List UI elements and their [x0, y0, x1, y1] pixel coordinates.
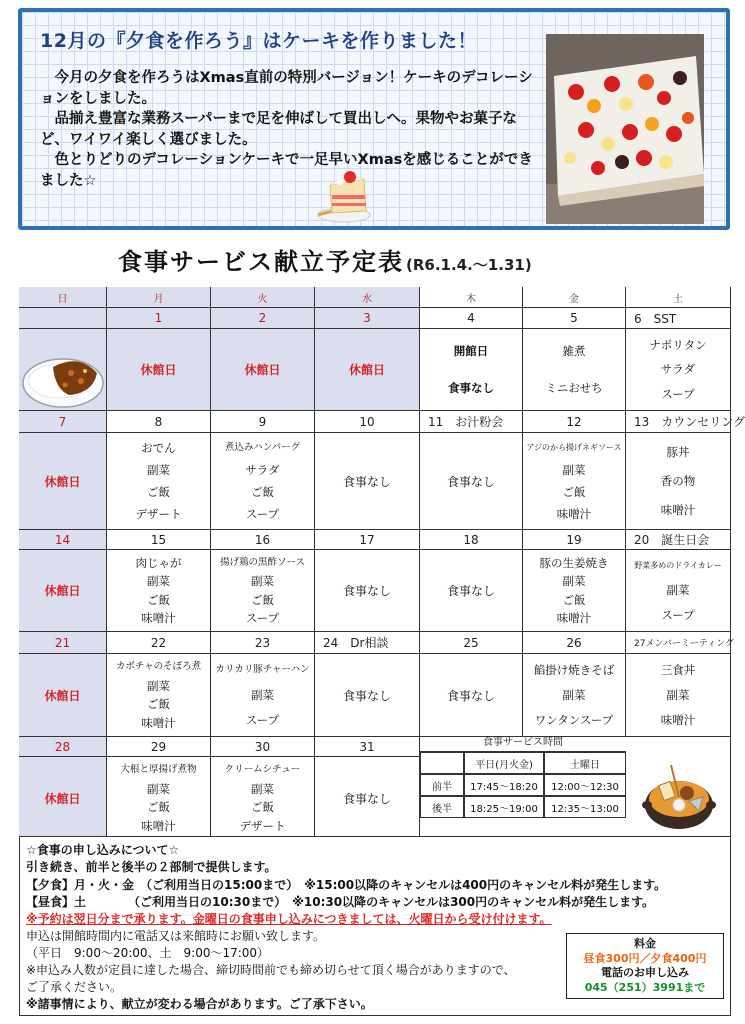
date-cell: 8: [107, 411, 211, 433]
date-cell: 30: [211, 737, 315, 757]
menu-item: ご飯: [147, 800, 170, 815]
date-cell: 4: [420, 308, 523, 329]
menu-item: 味噌汁: [660, 503, 696, 518]
menu-item: ワンタンスープ: [534, 712, 614, 727]
date-cell: 6 SST: [626, 308, 731, 329]
date-cell: 23: [211, 632, 315, 654]
menu-cell: [315, 329, 420, 411]
menu-item: 香の物: [660, 473, 696, 488]
date-cell: 2: [211, 308, 315, 329]
closed-label: 休館日: [44, 474, 81, 489]
service-times-value: 17:45～18:20: [464, 774, 544, 796]
menu-cell: [420, 550, 523, 632]
menu-cell: [420, 654, 523, 737]
oden-pot-icon: [631, 753, 727, 837]
notice-line: ※諸事情により、献立が変わる場合があります。ご了承下さい。: [26, 997, 373, 1011]
menu-item: 食事なし: [446, 688, 495, 703]
menu-item: 食事なし: [342, 688, 391, 703]
notice-line: ※申込み人数が定員に達した場合、締切時間前でも締め切らせて頂く場合がありますので、: [26, 963, 516, 977]
date-cell: 17: [315, 530, 420, 550]
date-cell: 13 カウンセリング: [626, 411, 731, 433]
menu-item: ご飯: [147, 592, 170, 607]
menu-item: ご飯: [251, 592, 274, 607]
menu-cell: [211, 433, 315, 530]
date-cell: 29: [107, 737, 211, 757]
menu-cell: [523, 654, 626, 737]
weekday-header: 土: [626, 287, 731, 308]
service-times-value: 12:00～12:30: [544, 774, 626, 796]
date-cell: 11 お汁粉会: [420, 411, 523, 433]
menu-item: 副菜: [666, 687, 690, 702]
menu-cell: [211, 757, 315, 840]
menu-item: ご飯: [251, 485, 274, 499]
menu-item: 副菜: [251, 687, 274, 702]
notice-heading: ☆食事の申し込みについて☆: [26, 843, 180, 857]
menu-item: ご飯: [562, 592, 586, 607]
closed-label: 休館日: [44, 688, 81, 703]
menu-cell: [19, 550, 107, 632]
service-times-label: 前半: [420, 774, 464, 796]
notice-line: 引き続き、前半と後半の２部制で提供します。: [26, 860, 277, 874]
date-cell: [19, 308, 107, 329]
menu-item: おでん: [141, 441, 176, 455]
menu-item: デザート: [135, 507, 182, 521]
menu-item: 副菜: [147, 781, 170, 796]
menu-item: ミニおせち: [545, 380, 603, 395]
weekday-header: 金: [523, 287, 626, 308]
menu-cell: [626, 654, 731, 737]
date-cell: 16: [211, 530, 315, 550]
date-cell: 20 誕生日会: [626, 530, 731, 550]
date-cell: 21: [19, 632, 107, 654]
cake-photo: [546, 34, 704, 224]
weekday-header: 水: [315, 287, 420, 308]
menu-cell: [626, 433, 731, 530]
announcement-box: [18, 8, 730, 230]
menu-item: 豚の生姜焼き: [539, 556, 609, 571]
menu-cell: [315, 654, 420, 737]
date-cell: 15: [107, 530, 211, 550]
menu-item: 食事なし: [448, 380, 494, 395]
weekday-header: 木: [420, 287, 523, 308]
menu-cell: [19, 654, 107, 737]
date-cell: 5: [523, 308, 626, 329]
menu-cell: [107, 433, 211, 530]
menu-item: アジのから揚げネギソース: [526, 443, 622, 452]
notice-reservation-line: ※予約は翌日分まで承ります。金曜日の食事申し込みにつきましては、火曜日から受け付けます。: [26, 912, 552, 926]
menu-cell: [523, 329, 626, 411]
announcement-body: [40, 68, 540, 191]
weekday-header: 月: [107, 287, 211, 308]
menu-item: 開館日: [453, 344, 489, 359]
menu-cell: [211, 329, 315, 411]
menu-item: 味噌汁: [556, 507, 592, 521]
date-cell: 9: [211, 411, 315, 433]
menu-heading: [118, 242, 532, 277]
menu-cell: [211, 654, 315, 737]
menu-item: 三食丼: [660, 663, 696, 678]
menu-item: スープ: [245, 610, 280, 625]
menu-item: サラダ: [660, 362, 696, 377]
menu-item: 味噌汁: [556, 610, 592, 625]
menu-item: 餡掛け焼きそば: [533, 663, 615, 678]
curry-rice-cell: [19, 329, 107, 411]
menu-item: 豚丼: [666, 444, 690, 459]
menu-cell: [211, 550, 315, 632]
service-times-label: 後半: [420, 796, 464, 818]
announcement-paragraph: 今月の夕食を作ろうはXmas直前の特別バージョン！ケーキのデコレーションをしました。: [40, 70, 533, 107]
date-cell: 26: [523, 632, 626, 654]
price-box-phone: 045（251）3991まで: [584, 980, 706, 994]
notice-line: ご了承ください。: [26, 980, 123, 994]
menu-item: 副菜: [251, 781, 274, 796]
menu-item: スープ: [245, 712, 280, 727]
menu-cell: [420, 329, 523, 411]
date-cell: 3: [315, 308, 420, 329]
notice-box: [19, 836, 731, 1016]
menu-item: 副菜: [147, 463, 170, 477]
price-box-phone-label: 電話のお申し込み: [601, 966, 689, 979]
menu-item: 食事なし: [446, 584, 495, 598]
menu-cell: [107, 654, 211, 737]
weekday-header: 日: [19, 287, 107, 308]
date-cell: 19: [523, 530, 626, 550]
date-cell: 22: [107, 632, 211, 654]
date-cell: 24 Dr相談: [315, 632, 420, 654]
menu-item: 味噌汁: [141, 715, 176, 730]
date-cell: 10: [315, 411, 420, 433]
notice-line: 【夕食】月・火・金 （ご利用当日の15:00まで） ※15:00以降のキャンセルは400円のキャンセル料が発生します。: [26, 878, 667, 892]
menu-item: 煮込みハンバーグ: [224, 442, 301, 453]
service-times-title: 食事サービス時間: [420, 730, 626, 752]
menu-cell: [19, 757, 107, 840]
notice-line: 【昼食】土 （ご利用当日の10:30まで） ※10:30以降のキャンセルは300円のキャンセル料が発生します。: [26, 895, 655, 909]
menu-cell: [420, 433, 523, 530]
menu-cell: [626, 329, 731, 411]
notice-line: 申込は開館時間内に電話又は来館時にお願い致します。: [26, 929, 326, 943]
menu-title: 食事サービス献立予定表: [118, 248, 404, 276]
menu-item: 野菜多めのドライカレー: [634, 561, 722, 571]
curry-rice-icon: [19, 333, 107, 415]
menu-item: 味噌汁: [141, 610, 176, 625]
menu-item: 食事なし: [342, 584, 391, 598]
announcement-title: 12月の『夕食を作ろう』はケーキを作りました！: [40, 30, 477, 52]
closed-label: 休館日: [244, 363, 281, 377]
menu-item: デザート: [239, 818, 286, 833]
menu-item: 副菜: [147, 678, 170, 693]
menu-item: 食事なし: [342, 474, 391, 489]
date-cell: 12: [523, 411, 626, 433]
price-box-price: 昼食300円／夕食400円: [583, 951, 707, 965]
menu-item: 副菜: [562, 687, 586, 702]
announcement-paragraph: 色とりどりのデコレーションケーキで一足早いXmasを感じることができました☆: [40, 152, 533, 189]
notice-line: （平日 9:00～20:00、土 9:00～17:00）: [26, 946, 270, 960]
menu-item: ご飯: [562, 485, 586, 499]
menu-item: サラダ: [245, 463, 280, 477]
price-box-title: 料金: [634, 937, 656, 950]
calendar-edge: [730, 737, 731, 840]
cake-slice-icon: [314, 167, 380, 225]
menu-item: 揚げ鶏の黒酢ソース: [219, 557, 306, 569]
closed-label: 休館日: [140, 363, 177, 377]
menu-item: クリームシチュー: [224, 764, 301, 776]
menu-cell: [315, 433, 420, 530]
menu-item: 副菜: [562, 463, 586, 477]
date-cell: 1: [107, 308, 211, 329]
menu-item: ご飯: [147, 697, 170, 712]
menu-item: カリカリ豚チャーハン: [215, 664, 310, 676]
closed-label: 休館日: [348, 363, 385, 377]
menu-period: (R6.1.4.～1.31): [406, 256, 532, 274]
service-times-corner: [420, 752, 464, 774]
menu-item: 雑煮: [562, 344, 586, 359]
date-cell: 18: [420, 530, 523, 550]
date-cell: 14: [19, 530, 107, 550]
date-cell: 27メンバーミーティング: [626, 632, 731, 654]
menu-item: 味噌汁: [660, 712, 696, 727]
service-times-table: [420, 730, 626, 831]
menu-item: 副菜: [666, 583, 690, 598]
closed-label: 休館日: [44, 584, 81, 598]
closed-label: 休館日: [44, 791, 81, 806]
menu-cell: [315, 550, 420, 632]
menu-cell: [523, 550, 626, 632]
menu-calendar: [19, 287, 745, 840]
menu-cell: [19, 433, 107, 530]
menu-cell: [626, 550, 731, 632]
menu-item: 味噌汁: [141, 818, 176, 833]
menu-item: カボチャのそぼろ煮: [115, 661, 202, 673]
menu-item: 大根と厚揚げ煮物: [120, 764, 197, 776]
menu-item: スープ: [661, 386, 695, 401]
service-times-value: 12:35～13:00: [544, 796, 626, 818]
date-cell: 31: [315, 737, 420, 757]
menu-cell: [107, 550, 211, 632]
menu-cell: [523, 433, 626, 530]
date-cell: 28: [19, 737, 107, 757]
oden-pot-cell: [631, 753, 727, 837]
menu-item: スープ: [245, 507, 280, 521]
service-times-value: 18:25～19:00: [464, 796, 544, 818]
menu-item: ナポリタン: [649, 338, 707, 353]
weekday-header: 火: [211, 287, 315, 308]
menu-item: 食事なし: [342, 791, 391, 806]
price-box: [566, 933, 724, 999]
date-cell: 7: [19, 411, 107, 433]
menu-item: スープ: [661, 607, 695, 622]
menu-item: ご飯: [251, 800, 274, 815]
menu-item: ご飯: [147, 485, 170, 499]
menu-item: 副菜: [251, 574, 274, 589]
menu-cell: [107, 757, 211, 840]
menu-item: 副菜: [147, 574, 170, 589]
service-times-header: 平日(月火金): [464, 752, 544, 774]
service-times-header: 土曜日: [544, 752, 626, 774]
menu-cell: [315, 757, 420, 840]
date-cell: 25: [420, 632, 523, 654]
announcement-paragraph: 品揃え豊富な業務スーパーまで足を伸ばして買出しへ。果物やお菓子など、ワイワイ楽しく選びました。: [40, 111, 518, 148]
menu-item: 食事なし: [446, 474, 495, 489]
menu-item: 副菜: [562, 574, 586, 589]
menu-item: 肉じゃが: [135, 556, 182, 571]
menu-cell: [107, 329, 211, 411]
